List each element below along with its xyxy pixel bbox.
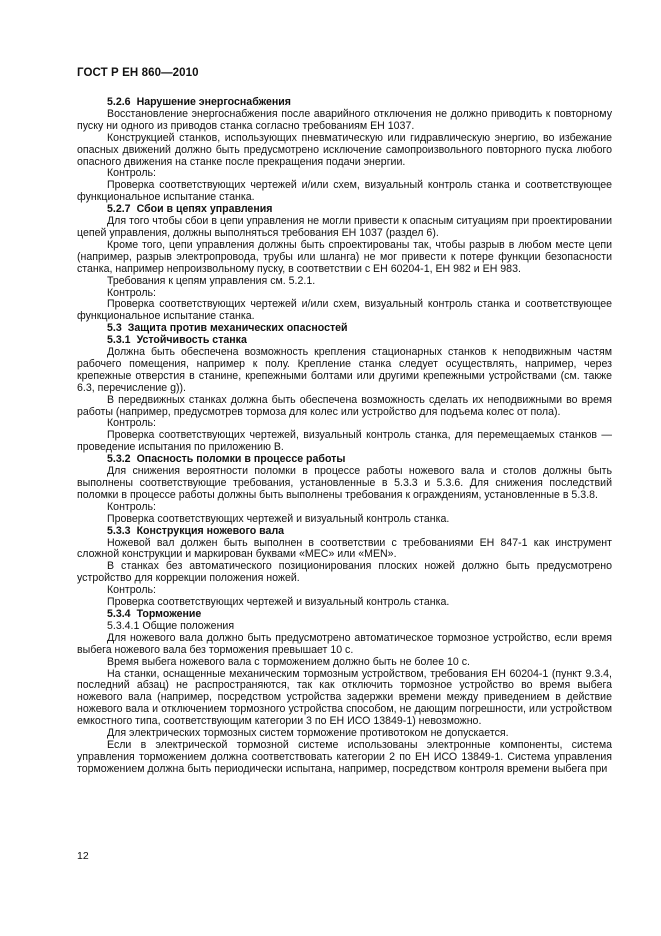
body-paragraph: Конструкцией станков, использующих пневматическую или гидравлическую энергию, во избежание опасных движений должно быть предусмотрено исключение самопроизвольного повторного пуска любого опасного движения на станке после прекращения подачи энергии.	[77, 131, 612, 168]
body-paragraph: В передвижных станках должна быть обеспечена возможность сделать их неподвижными во время работы (например, предусмотрев тормоза для колес или устройство для подъема колес от пола).	[77, 393, 612, 418]
body-paragraph: Проверка соответствующих чертежей, визуальный контроль станка, для перемещаемых станков — проведение испытания по приложению В.	[77, 429, 612, 454]
body-paragraph: Требования к цепям управления см. 5.2.1.	[107, 274, 316, 287]
body-paragraph: На станки, оснащенные механическим тормозным устройством, требования ЕН 60204-1 (пункт 9.3.4, последний абзац) не распространяются, так как отключить тормозное устройство во время выбега ножевого вала (например, посредством устройства задержки времени между приведением в действие ножевого вала и отключением тормозного устройства способом, не дающим погрешности, или устройством емкостного типа, соответствующим категории 3 по ЕН ИСО 13849-1) невозможно.	[77, 667, 612, 728]
section-number: 5.2.6	[107, 96, 131, 108]
body-paragraph: Для электрических тормозных систем торможение противотоком не допускается.	[107, 727, 509, 740]
section-number: 5.3.3	[107, 524, 131, 537]
body-paragraph: Контроль:	[107, 417, 156, 430]
body-paragraph: Ножевой вал должен быть выполнен в соответствии с требованиями ЕН 847-1 как инструмент сложной конструкции и маркирован буквами «МЕС» или «MEN».	[77, 536, 612, 561]
document-body	[77, 97, 612, 776]
body-paragraph: Для снижения вероятности поломки в процессе работы ножевого вала и столов должны быть выполнены соответствующие требования, установленные в 5.3.3 и 5.3.6. Для снижения последствий поломки в процессе работы должны быть выполнены требования к ограждениям, установленные в 5.3.8.	[77, 465, 612, 501]
body-paragraph: Проверка соответствующих чертежей и визуальный контроль станка.	[107, 512, 450, 525]
section-number: 5.3.2	[107, 453, 131, 466]
body-paragraph: Должна быть обеспечена возможность крепления стационарных станков к неподвижным частям рабочего помещения, например к полу. Крепление станка следует осуществлять, например, через крепежные отверстия в станине, крепежными болтами или другими крепежными устройствами (см. также 6.3, перечисление g)).	[77, 346, 612, 394]
document-header: ГОСТ Р ЕН 860—2010	[77, 67, 199, 79]
section-title: Опасность поломки в процессе работы	[136, 453, 346, 466]
section-title: Сбои в цепях управления	[136, 203, 273, 216]
body-paragraph: Время выбега ножевого вала с торможением должно быть не более 10 с.	[107, 655, 471, 668]
section-number: 5.3	[107, 322, 122, 335]
section-title: Устойчивость станка	[136, 334, 247, 347]
body-paragraph: Для того чтобы сбои в цепи управления не могли привести к опасным ситуациям при проектировании цепей управления, должны выполняться требования ЕН 1037 (раздел 6).	[77, 215, 612, 239]
body-paragraph: В станках без автоматического позиционирования плоских ножей должно быть предусмотрено устройство для коррекции положения ножей.	[77, 560, 612, 585]
section-title: Нарушение энергоснабжения	[136, 96, 291, 108]
body-paragraph: Контроль:	[107, 584, 156, 597]
body-paragraph: Контроль:	[107, 167, 156, 180]
body-paragraph: Если в электрической тормозной системе использованы электронные компоненты, система управления торможением должна соответствовать категории 2 по ЕН ИСО 13849-1. Система управления торможением должна быть периодически испытана, например, посредством контроля времени выбега при	[77, 738, 612, 775]
section-title: Защита против механических опасностей	[127, 322, 348, 335]
body-paragraph: Контроль:	[107, 286, 156, 299]
body-paragraph: Контроль:	[107, 500, 156, 513]
page-number: 12	[77, 850, 89, 862]
section-number: 5.3.1	[107, 334, 131, 347]
section-number: 5.3.4	[107, 607, 131, 620]
body-paragraph: 5.3.4.1 Общие положения	[107, 619, 235, 632]
section-heading	[77, 526, 612, 538]
section-number: 5.2.7	[107, 203, 131, 216]
body-paragraph: Для ножевого вала должно быть предусмотрено автоматическое тормозное устройство, если время выбега ножевого вала без торможения превышает 10 с.	[77, 631, 612, 656]
section-title: Торможение	[136, 607, 202, 620]
section-title: Конструкция ножевого вала	[136, 524, 285, 537]
body-paragraph: Проверка соответствующих чертежей и визуальный контроль станка.	[107, 596, 450, 609]
body-paragraph: Проверка соответствующих чертежей и/или схем, визуальный контроль станка и соответствующее функциональное испытание станка.	[77, 298, 612, 323]
body-paragraph: Кроме того, цепи управления должны быть спроектированы так, чтобы разрыв в любом месте цепи (например, разрыв электропровода, трубы или шланга) не мог привести к потере функции безопасности станка, например непроизвольному пуску, в соответствии с ЕН 60204-1, ЕН 982 и ЕН 983.	[77, 238, 612, 275]
body-paragraph: Восстановление энергоснабжения после аварийного отключения не должно приводить к повторному пуску ни одного из приводов станка согласно требованиям ЕН 1037.	[77, 107, 612, 132]
body-paragraph: Проверка соответствующих чертежей и/или схем, визуальный контроль станка и соответствующее функциональное испытание станка.	[77, 179, 612, 204]
